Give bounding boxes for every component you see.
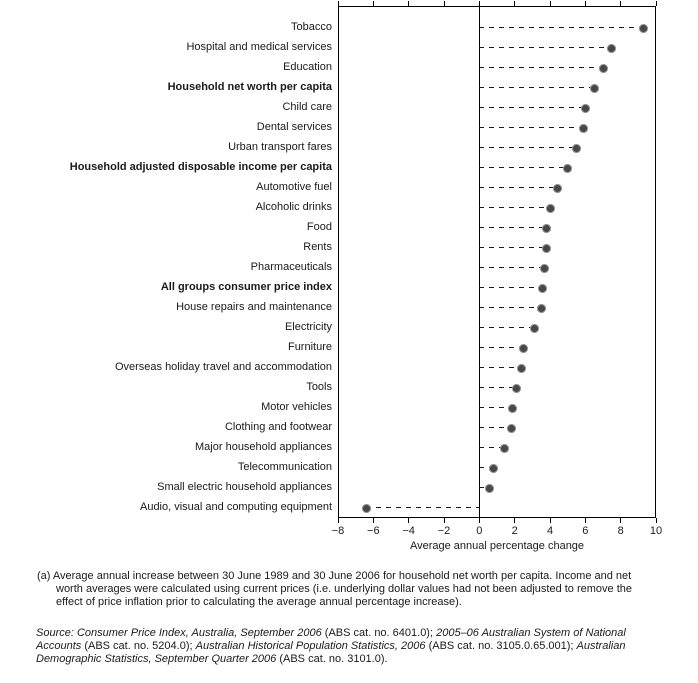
x-axis-tick-top [620,1,621,6]
data-point-dot [546,204,555,213]
x-axis-tick-bottom [444,518,445,523]
data-point-dot [517,364,526,373]
x-axis-title: Average annual percentage change [409,540,585,552]
category-label: Tools [306,381,332,393]
x-axis-tick-label: 10 [649,525,663,537]
x-axis-tick-top [373,1,374,6]
category-label: Household net worth per capita [167,81,332,93]
connector-dashes [479,347,523,348]
connector-dashes [479,267,544,268]
footnote-line: effect of price inflation prior to calculating the average annual percentage increase). [56,596,462,608]
x-axis-tick-label: 4 [546,525,554,537]
x-axis-tick-bottom [338,518,339,523]
connector-dashes [479,27,643,28]
category-label: Child care [282,101,332,113]
category-label: Food [306,221,332,233]
x-axis-tick-label: 8 [617,525,624,537]
footnote-line: worth averages were calculated using current prices (i.e. underlying dollar values had not been adjusted to remove the [56,583,632,595]
category-label: All groups consumer price index [160,281,332,293]
category-label: Urban transport fares [228,141,332,153]
x-axis-tick-top [514,1,515,6]
x-axis-tick-top [550,1,551,6]
category-label: Small electric household appliances [157,481,332,493]
data-point-dot [563,164,572,173]
connector-dashes [479,367,521,368]
x-axis-tick-top [479,1,480,6]
x-axis-tick-top [585,1,586,6]
source-title-text: Accounts [36,640,85,652]
category-label: Furniture [287,341,332,353]
source-catalogue-text: (ABS cat. no. 6401.0); [324,627,437,639]
data-point-dot [530,324,539,333]
data-point-dot [542,224,551,233]
data-point-dot [512,384,521,393]
category-label: Automotive fuel [256,181,332,193]
connector-dashes [479,307,541,308]
category-label: House repairs and maintenance [176,301,332,313]
data-point-dot [538,284,547,293]
x-axis-tick-bottom [514,518,515,523]
data-point-dot [519,344,528,353]
category-label: Major household appliances [195,441,332,453]
data-point-dot [607,44,616,53]
x-axis-tick-label: −8 [331,525,345,537]
source-line [36,627,691,640]
x-axis-tick-bottom [620,518,621,523]
category-label: Education [283,61,332,73]
data-point-dot [537,304,546,313]
source-title-text: Australian Historical Population Statistics, 2006 [195,640,429,652]
connector-dashes [366,507,479,508]
data-point-dot [485,484,494,493]
source-catalogue-text: (ABS cat. no. 3101.0). [279,653,388,665]
source-line [36,653,691,666]
source-catalogue-text: (ABS cat. no. 5204.0); [84,640,196,652]
connector-dashes [479,247,546,248]
data-point-dot [362,504,371,513]
x-axis-tick-bottom [479,518,480,523]
category-label: Overseas holiday travel and accommodation [114,361,332,373]
connector-dashes [479,167,567,168]
connector-dashes [479,287,543,288]
category-label: Alcoholic drinks [255,201,332,213]
data-point-dot [542,244,551,253]
data-point-dot [572,144,581,153]
x-axis-tick-top [444,1,445,6]
category-label: Motor vehicles [261,401,332,413]
category-label: Audio, visual and computing equipment [139,501,332,513]
source-title-text: Australian [576,640,626,652]
connector-dashes [479,227,546,228]
category-label: Electricity [284,321,332,333]
x-axis-tick-bottom [408,518,409,523]
x-axis-tick-label: −6 [367,525,380,537]
data-point-dot [540,264,549,273]
x-axis-tick-bottom [373,518,374,523]
connector-dashes [479,147,576,148]
source-title-text: 2005–06 Australian System of National [436,627,626,639]
connector-dashes [479,107,585,108]
connector-dashes [479,327,534,328]
x-axis-tick-top [408,1,409,6]
footnote-line: (a) Average annual increase between 30 June 1989 and 30 June 2006 for household net worth per capita. Income and net [37,570,632,582]
connector-dashes [479,127,583,128]
x-axis-tick-top [338,1,339,6]
category-label: Pharmaceuticals [250,261,332,273]
category-label: Rents [303,241,332,253]
data-point-dot [507,424,516,433]
data-point-dot [553,184,562,193]
data-point-dot [599,64,608,73]
x-axis-tick-label: 6 [582,525,589,537]
source-title-text: Source: Consumer Price Index, Australia, September 2006 [36,627,325,639]
x-axis-tick-label: −2 [437,525,451,537]
x-axis-tick-top [656,1,657,6]
x-axis-tick-bottom [550,518,551,523]
footnote [37,570,682,609]
source-catalogue-text: (ABS cat. no. 3105.0.65.001); [428,640,577,652]
x-axis-tick-label: −4 [402,525,415,537]
category-label: Clothing and footwear [224,421,332,433]
source-title-text: Demographic Statistics, September Quarter 2006 [36,653,280,665]
x-axis-tick-label: 2 [511,525,518,537]
data-point-dot [579,124,588,133]
x-axis-tick-label: 0 [476,525,483,537]
data-point-dot [500,444,509,453]
x-axis-tick-bottom [585,518,586,523]
category-label: Hospital and medical services [186,41,332,53]
connector-dashes [479,387,516,388]
connector-dashes [479,87,594,88]
source-line [36,640,691,653]
connector-dashes [479,207,550,208]
category-label: Household adjusted disposable income per capita [69,161,332,173]
zero-axis-line [479,6,480,518]
connector-dashes [479,47,612,48]
plot-area-border [338,6,656,518]
category-label: Tobacco [291,21,332,33]
category-label: Telecommunication [237,461,332,473]
data-point-dot [639,24,648,33]
category-label: Dental services [256,121,332,133]
connector-dashes [479,187,557,188]
source-note [36,627,691,666]
data-point-dot [489,464,498,473]
data-point-dot [581,104,590,113]
connector-dashes [479,67,603,68]
data-point-dot [590,84,599,93]
data-point-dot [508,404,517,413]
x-axis-tick-bottom [656,518,657,523]
